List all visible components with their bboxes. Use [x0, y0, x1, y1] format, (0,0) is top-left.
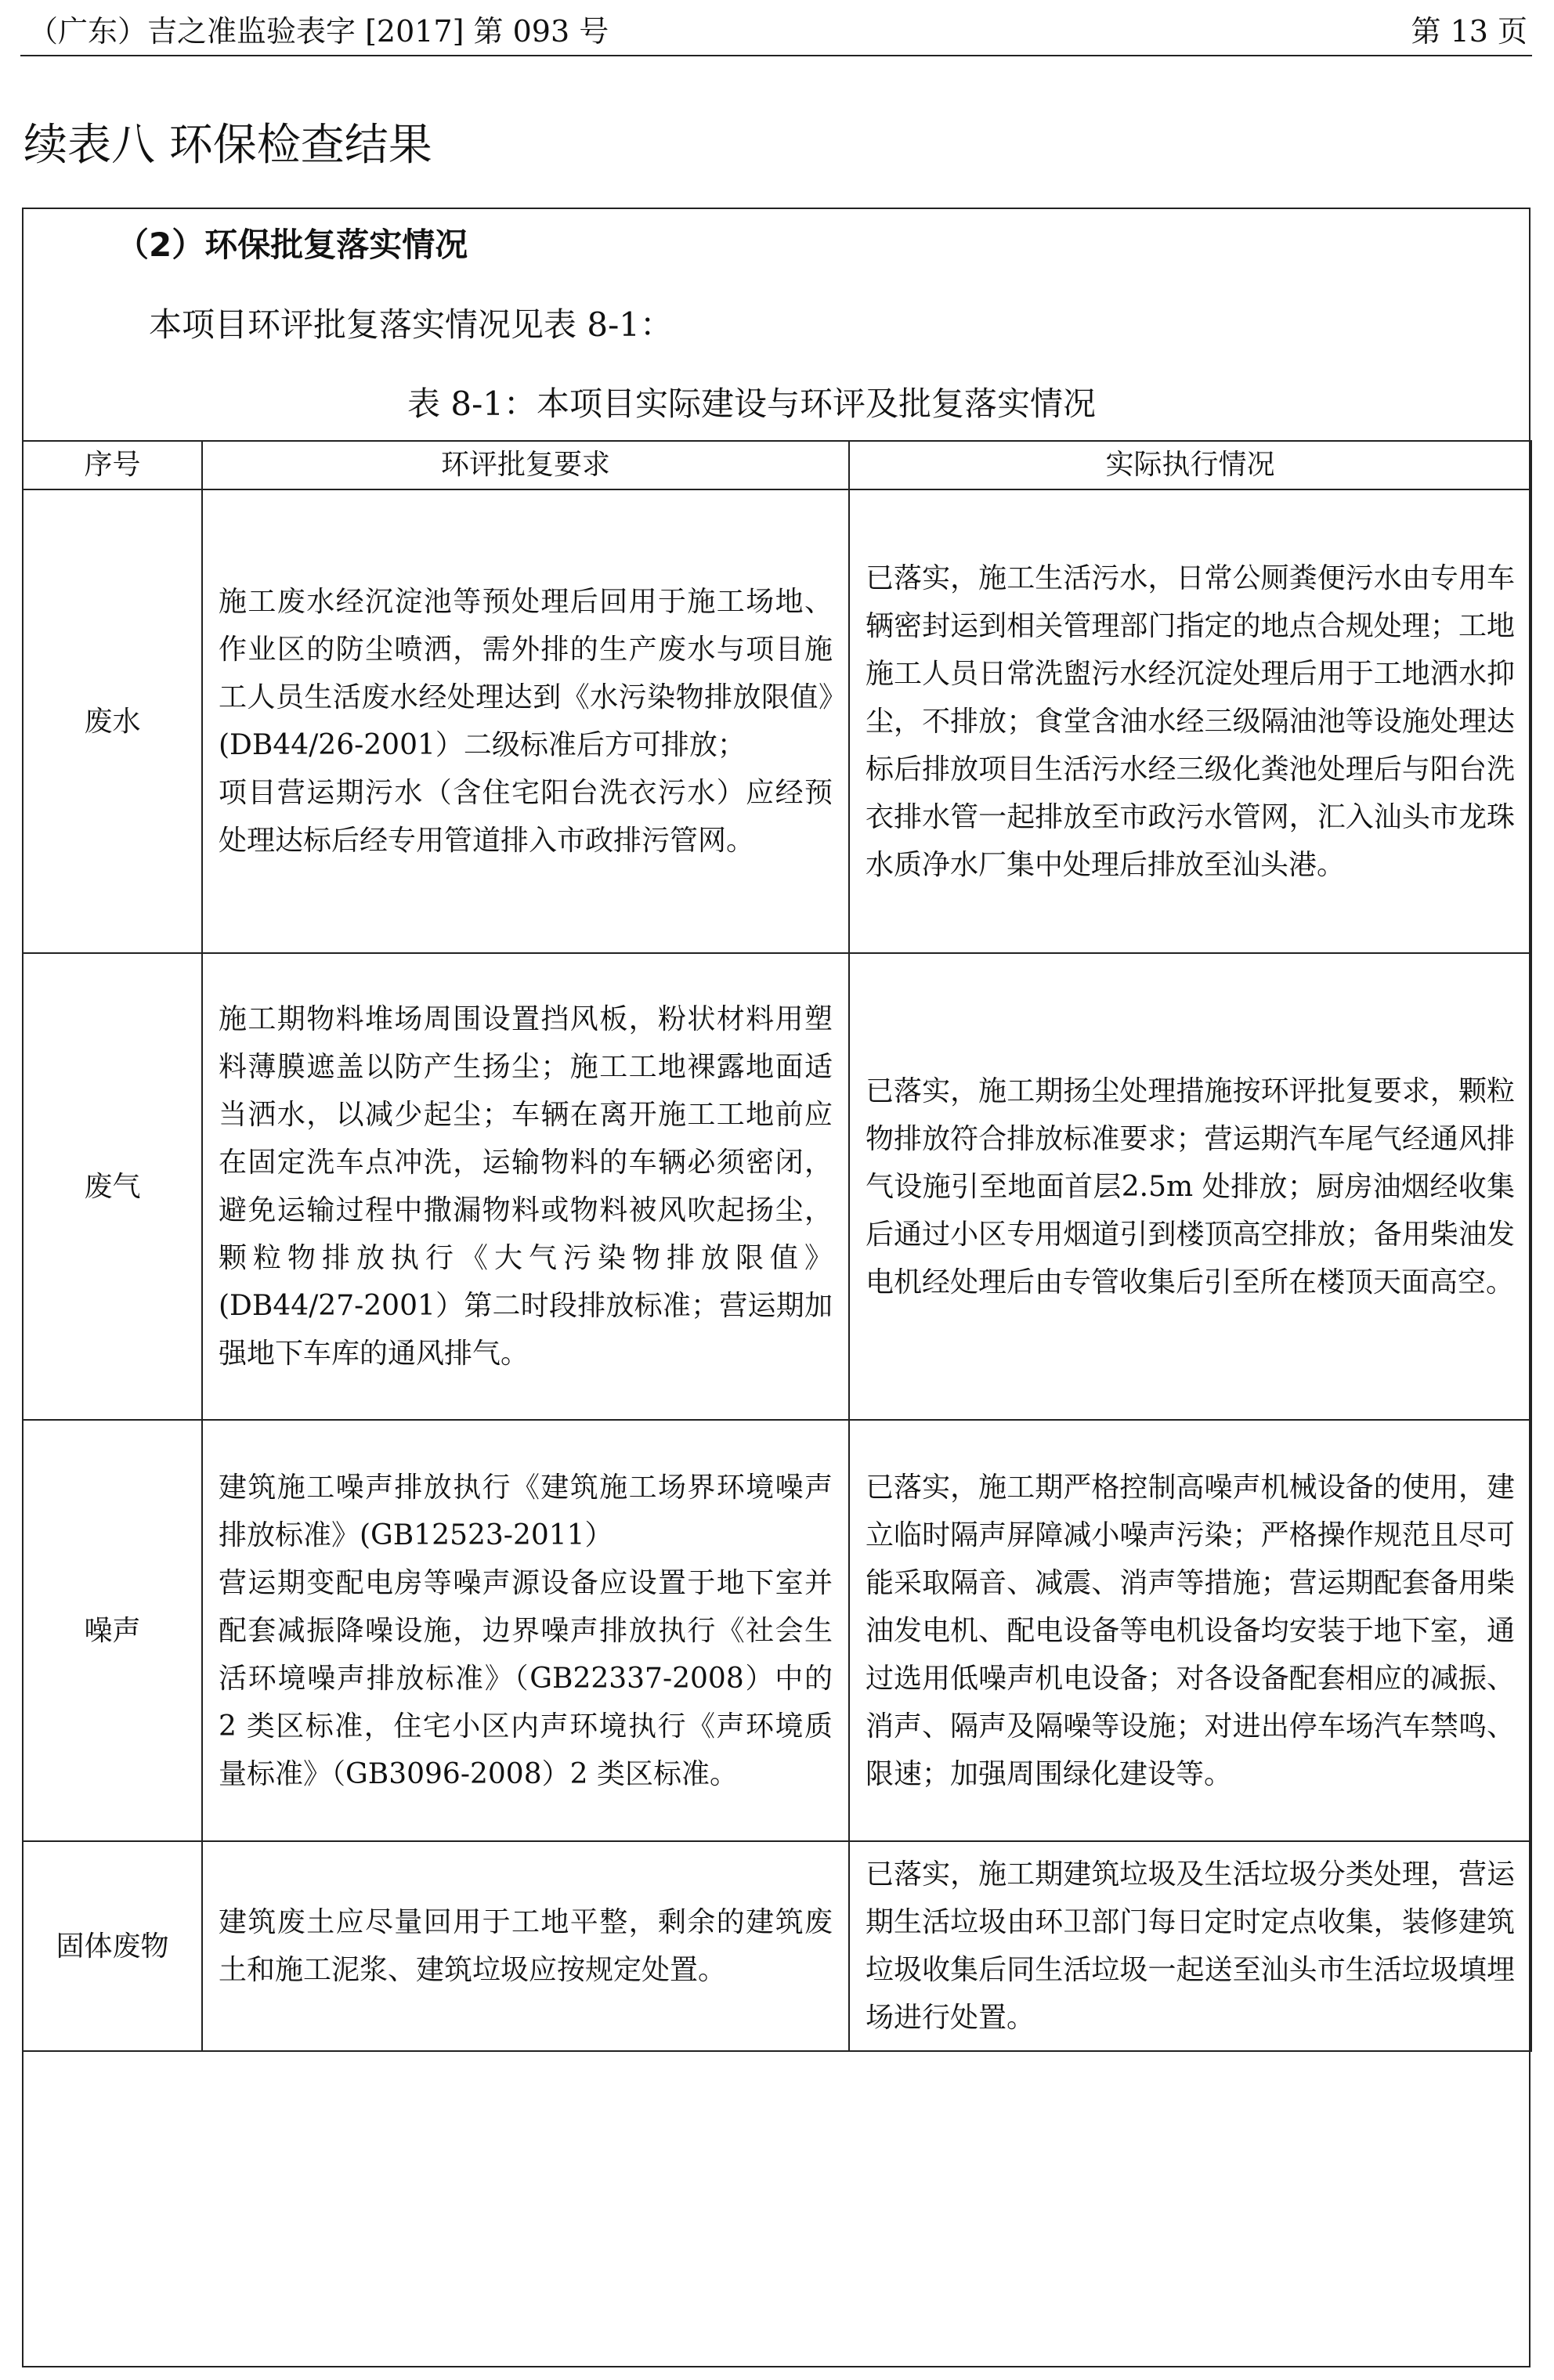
- row-category: 固体废物: [23, 1841, 202, 2051]
- page-number: 第 13 页: [1411, 14, 1527, 49]
- intro-text: 本项目环评批复落实情况见表 8-1：: [149, 305, 673, 344]
- table-header-row: [23, 441, 1531, 489]
- header-divider: [20, 55, 1532, 56]
- row-actual: 已落实，施工期建筑垃圾及生活垃圾分类处理，营运期生活垃圾由环卫部门每日定时定点收集，装修建筑垃圾收集后同生活垃圾一起送至汕头市生活垃圾填埋场进行处置。: [849, 1841, 1531, 2051]
- requirement-paragraph: 营运期变配电房等噪声源设备应设置于地下室并配套减振降噪设施，边界噪声排放执行《社会生活环境噪声排放标准》（GB22337-2008）中的 2 类区标准，住宅小区内声环境执行《声环境质量标准》（GB3096-2008）2 类区标准。: [219, 1566, 833, 1790]
- requirement-paragraph: 施工期物料堆场周围设置挡风板，粉状材料用塑料薄膜遮盖以防产生扬尘；施工工地裸露地面适当洒水，以减少起尘；车辆在离开施工工地前应在固定洗车点冲洗，运输物料的车辆必须密闭，避免运输过程中撒漏物料或物料被风吹起扬尘，颗粒物排放执行《大气污染物排放限值》(DB44/27-2001）第二时段排放标准；营运期加强地下车库的通风排气。: [219, 1003, 833, 1370]
- compliance-table: [22, 440, 1532, 2052]
- column-header-index: 序号: [23, 441, 202, 489]
- table-row: [23, 953, 1531, 1420]
- column-header-requirement: 环评批复要求: [202, 441, 849, 489]
- row-requirement: [202, 1420, 849, 1841]
- requirement-paragraph: 建筑施工噪声排放执行《建筑施工场界环境噪声排放标准》(GB12523-2011）: [219, 1471, 833, 1551]
- subsection-title: （2）环保批复落实情况: [116, 226, 468, 264]
- requirement-paragraph: 施工废水经沉淀池等预处理后回用于施工场地、作业区的防尘喷洒，需外排的生产废水与项目施工人员生活废水经处理达到《水污染物排放限值》(DB44/26-2001）二级标准后方可排放；: [219, 586, 833, 761]
- row-requirement: [202, 1841, 849, 2051]
- row-category: 噪声: [23, 1420, 202, 1841]
- table-caption: 表 8-1：本项目实际建设与环评及批复落实情况: [407, 385, 1096, 423]
- table-row: [23, 1420, 1531, 1841]
- section-title: 续表八 环保检查结果: [23, 120, 432, 171]
- page-header: [20, 11, 1532, 52]
- row-category: 废气: [23, 953, 202, 1420]
- row-requirement: [202, 489, 849, 953]
- row-category: 废水: [23, 489, 202, 953]
- column-header-actual: 实际执行情况: [849, 441, 1531, 489]
- row-actual: 已落实，施工生活污水，日常公厕粪便污水由专用车辆密封运到相关管理部门指定的地点合规处理；工地施工人员日常洗盥污水经沉淀处理后用于工地洒水抑尘，不排放；食堂含油水经三级隔油池等设施处理达标后排放项目生活污水经三级化粪池处理后与阳台洗衣排水管一起排放至市政污水管网，汇入汕头市龙珠水质净水厂集中处理后排放至汕头港。: [849, 489, 1531, 953]
- row-actual: 已落实，施工期严格控制高噪声机械设备的使用，建立临时隔声屏障减小噪声污染；严格操作规范且尽可能采取隔音、减震、消声等措施；营运期配套备用柴油发电机、配电设备等电机设备均安装于地下室，通过选用低噪声机电设备；对各设备配套相应的减振、消声、隔声及隔噪等设施；对进出停车场汽车禁鸣、限速；加强周围绿化建设等。: [849, 1420, 1531, 1841]
- requirement-paragraph: 项目营运期污水（含住宅阳台洗衣污水）应经预处理达标后经专用管道排入市政排污管网。: [219, 777, 833, 857]
- requirement-paragraph: 建筑废土应尽量回用于工地平整，剩余的建筑废土和施工泥浆、建筑垃圾应按规定处置。: [219, 1906, 833, 1986]
- row-actual: 已落实，施工期扬尘处理措施按环评批复要求，颗粒物排放符合排放标准要求；营运期汽车尾气经通风排气设施引至地面首层2.5m 处排放；厨房油烟经收集后通过小区专用烟道引到楼顶高空排放；备用柴油发电机经处理后由专管收集后引至所在楼顶天面高空。: [849, 953, 1531, 1420]
- table-row: [23, 489, 1531, 953]
- row-requirement: [202, 953, 849, 1420]
- document-number: （广东）吉之准监验表字 [2017] 第 093 号: [28, 14, 609, 49]
- table-row: [23, 1841, 1531, 2051]
